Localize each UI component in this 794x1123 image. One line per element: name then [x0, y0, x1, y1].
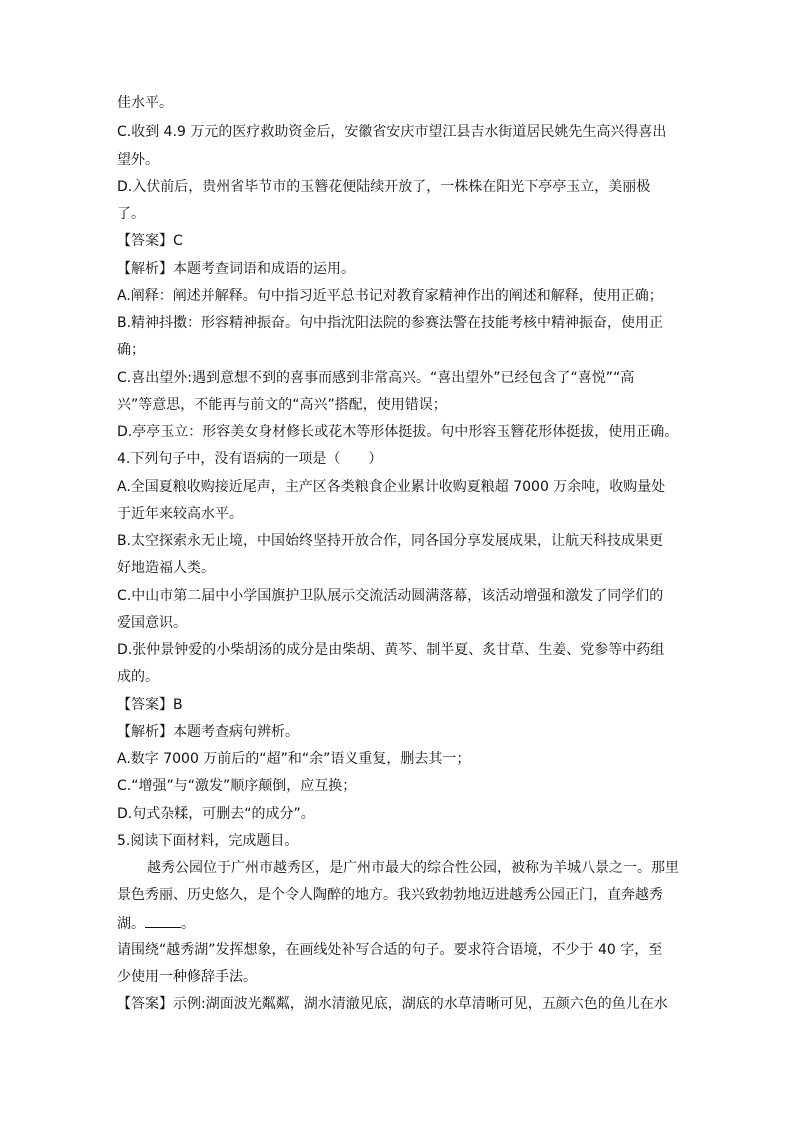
text-line: C.“增强”与“激发”顺序颠倒，应互换；	[117, 778, 357, 794]
passage-line	[117, 913, 195, 934]
text-line: 了。	[117, 206, 145, 222]
question-title: 5.阅读下面材料，完成题目。	[117, 833, 299, 849]
text-line: 成的。	[117, 669, 159, 685]
passage-line: 越秀公园位于广州市越秀区，是广州市最大的综合性公园，被称为羊城八景之一。那里	[147, 860, 679, 876]
text-line: 爱国意识。	[117, 615, 187, 631]
fill-blank-line	[145, 913, 181, 928]
text-line: 好地造福人类。	[117, 560, 215, 576]
text-line: C.收到 4.9 万元的医疗救助资金后，安徽省安庆市望江县吉水街道居民姚先生高兴得喜出	[117, 124, 667, 140]
question-title: 4.下列句子中，没有语病的一项是（ ）	[117, 451, 383, 467]
analysis-label: 【解析】本题考查词语和成语的运用。	[117, 261, 355, 277]
text-line: A.阐释：阐述并解释。句中指习近平总书记对教育家精神作出的阐述和解释，使用正确；	[117, 288, 663, 304]
answer-label: 【答案】示例:湖面波光粼粼，湖水清澈见底，湖底的水草清晰可见，五颜六色的鱼儿在水	[117, 996, 668, 1012]
text-line: A.数字 7000 万前后的“超”和“余”语义重复，删去其一；	[117, 751, 471, 767]
text-line: A.全国夏粮收购接近尾声，主产区各类粮食企业累计收购夏粮超 7000 万余吨，收购量处	[117, 479, 666, 495]
text-line: 于近年来较高水平。	[117, 506, 243, 522]
text-line: 确；	[117, 342, 145, 358]
text-line: 望外。	[117, 152, 159, 168]
text-line: C.喜出望外:遇到意想不到的喜事而感到非常高兴。“喜出望外”已经包含了“喜悦”“高	[117, 370, 635, 386]
analysis-label: 【解析】本题考查病句辨析。	[117, 724, 299, 740]
text-line: 兴”等意思，不能再与前文的“高兴”搭配，使用错误；	[117, 397, 447, 413]
text-line: 佳水平。	[117, 95, 173, 111]
answer-label: 【答案】C	[117, 233, 183, 249]
passage-text: 。	[181, 916, 195, 932]
text-line: 请围绕“越秀湖”发挥想象，在画线处补写合适的句子。要求符合语境，不少于 40 字，至	[117, 942, 663, 958]
text-line: D.句式杂糅，可删去“的成分”。	[117, 806, 315, 822]
text-line: D.入伏前后，贵州省毕节市的玉簪花便陆续开放了，一株株在阳光下亭亭玉立，美丽极	[117, 179, 651, 195]
text-line: D.亭亭玉立：形容美女身材修长或花木等形体挺拔。句中形容玉簪花形体挺拔，使用正确。	[117, 424, 679, 440]
text-line: C.中山市第二届中小学国旗护卫队展示交流活动圆满落幕，该活动增强和激发了同学们的	[117, 588, 664, 604]
passage-text: 湖。	[117, 916, 145, 932]
text-line: D.张仲景钟爱的小柴胡汤的成分是由柴胡、黄芩、制半夏、炙甘草、生姜、党参等中药组	[117, 642, 665, 658]
text-line: 少使用一种修辞手法。	[117, 969, 257, 985]
answer-label: 【答案】B	[117, 697, 183, 713]
text-line: B.太空探索永无止境，中国始终坚持开放合作，同各国分享发展成果，让航天科技成果更	[117, 533, 664, 549]
text-line: B.精神抖擞：形容精神振奋。句中指沈阳法院的参赛法警在技能考核中精神振奋，使用正	[117, 315, 664, 331]
passage-line: 景色秀丽、历史悠久，是个令人陶醉的地方。我兴致勃勃地迈进越秀公园正门，直奔越秀	[117, 887, 663, 903]
